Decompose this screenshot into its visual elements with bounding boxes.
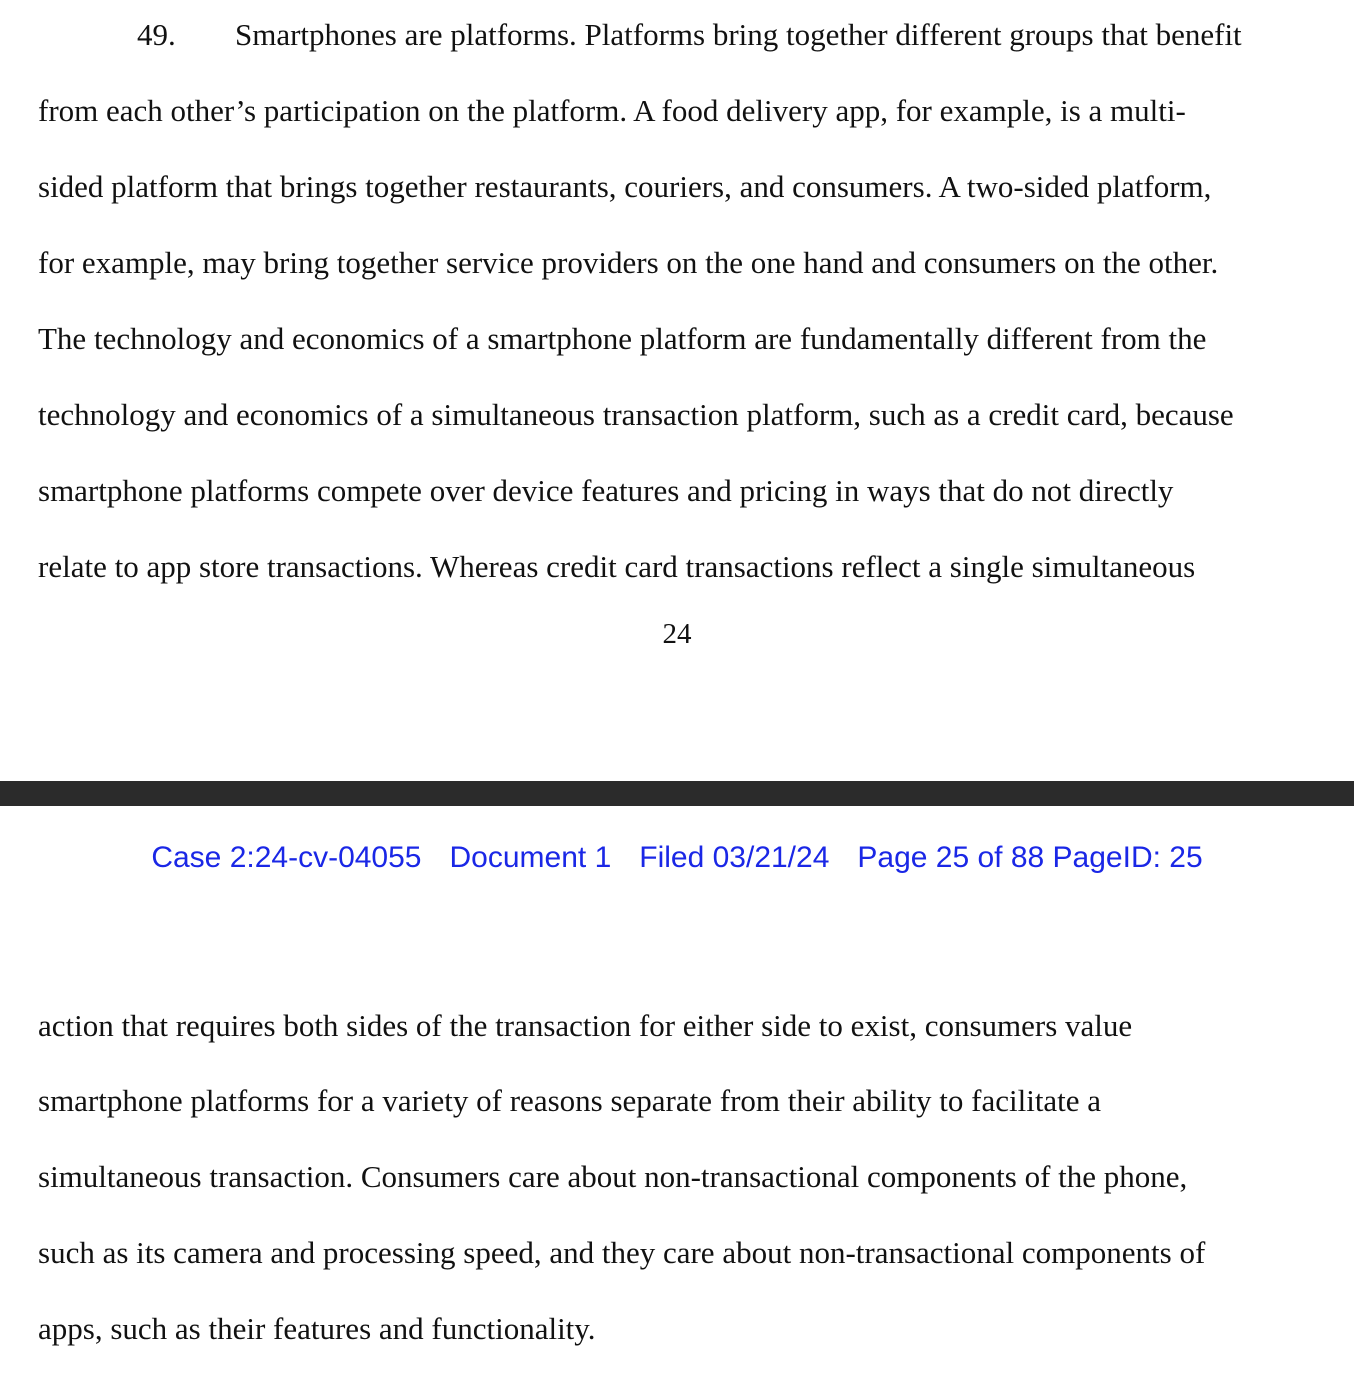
text-line: smartphone platforms for a variety of reasons separate from their ability to facilitate a: [38, 1083, 1102, 1118]
text-line: such as its camera and processing speed, and they care about non-transactional components of: [38, 1235, 1206, 1270]
text-line: simultaneous transaction. Consumers care about non-transactional components of the phone,: [38, 1159, 1188, 1194]
document-number: Document 1: [449, 841, 612, 874]
text-line: for example, may bring together service providers on the one hand and consumers on the other.: [38, 245, 1219, 280]
page-number: 24: [662, 618, 692, 650]
case-number: Case 2:24-cv-04055: [151, 841, 422, 874]
text-line: smartphone platforms compete over device features and pricing in ways that do not directly: [38, 473, 1174, 508]
text-line: Smartphones are platforms. Platforms bring together different groups that benefit: [235, 17, 1242, 52]
text-line: technology and economics of a simultaneous transaction platform, such as a credit card, because: [38, 397, 1234, 432]
page-divider: [0, 781, 1354, 806]
text-line: from each other’s participation on the platform. A food delivery app, for example, is a multi-: [38, 93, 1186, 128]
paragraph-number: 49.: [137, 17, 176, 52]
text-line: relate to app store transactions. Whereas credit card transactions reflect a single simultaneous: [38, 549, 1196, 584]
page-info: Page 25 of 88 PageID: 25: [857, 841, 1203, 874]
text-line: action that requires both sides of the transaction for either side to exist, consumers value: [38, 1008, 1133, 1043]
filed-date: Filed 03/21/24: [639, 841, 830, 874]
text-line: sided platform that brings together restaurants, couriers, and consumers. A two-sided platform,: [38, 169, 1212, 204]
text-line: apps, such as their features and functionality.: [38, 1311, 596, 1346]
case-header: [0, 838, 1354, 878]
text-line: The technology and economics of a smartphone platform are fundamentally different from the: [38, 321, 1207, 356]
